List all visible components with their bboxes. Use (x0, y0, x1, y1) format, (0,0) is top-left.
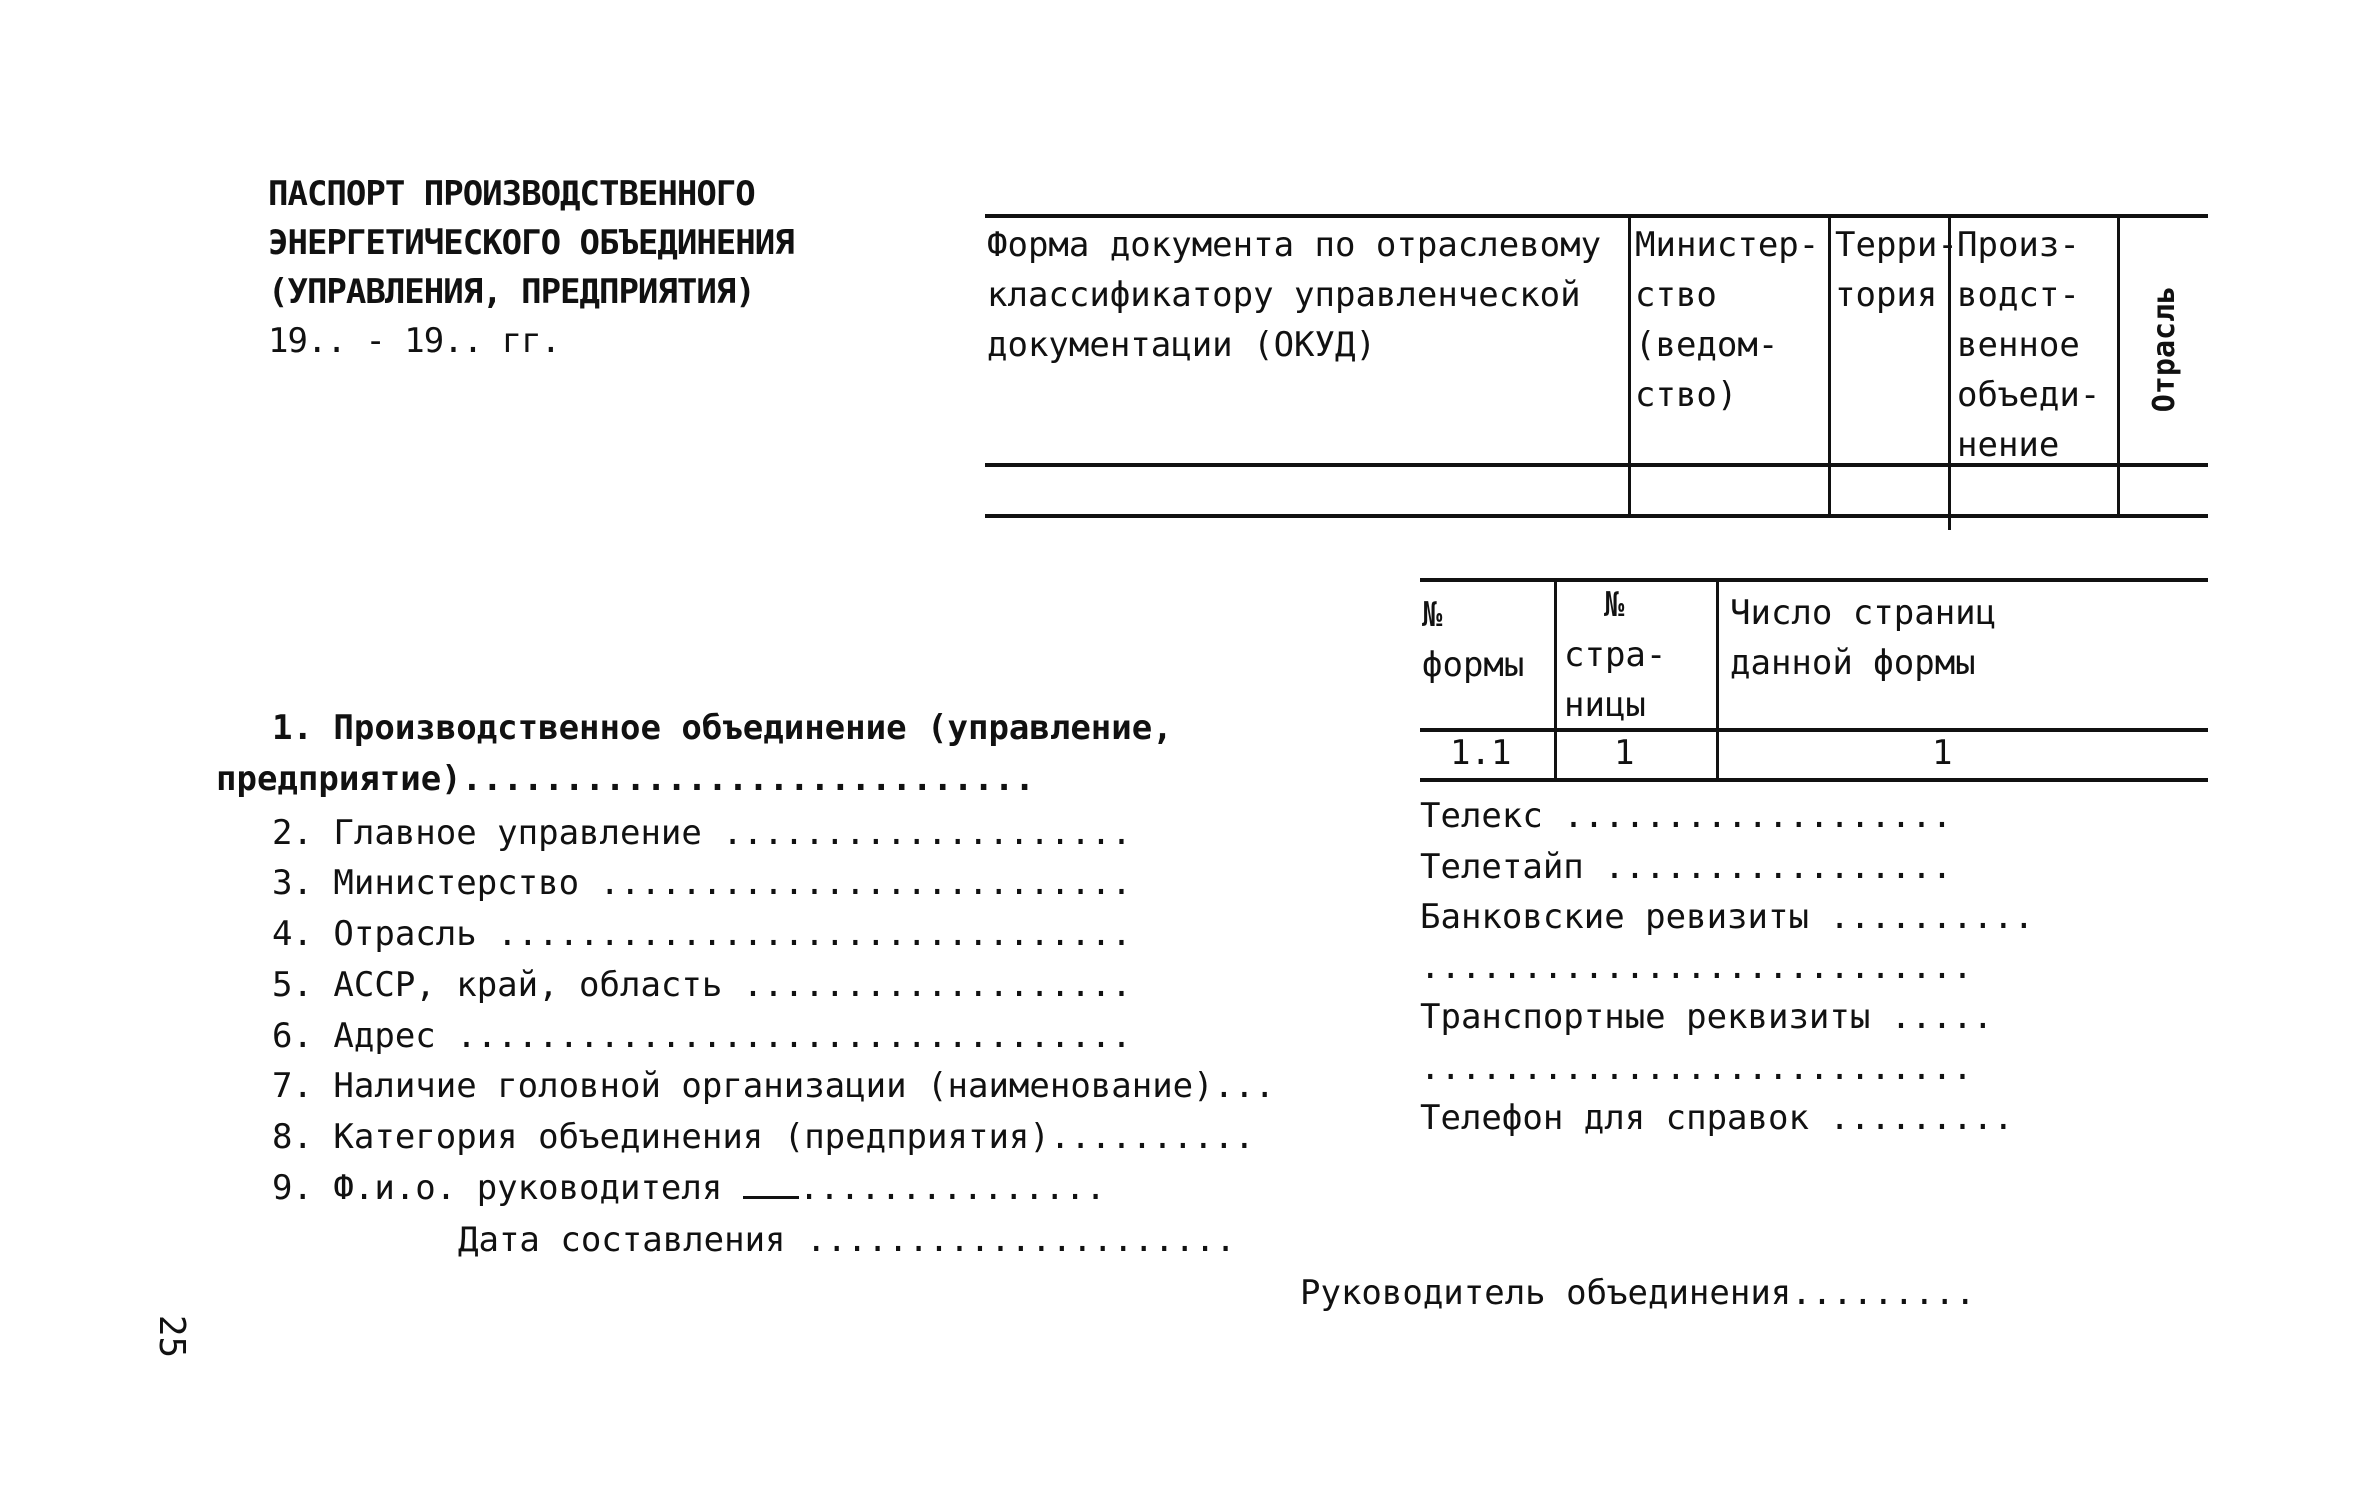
page-number-value: 1 (1614, 733, 1635, 773)
item-3-ministry: 3. Министерство .......................... (272, 863, 1132, 903)
okud-divider-1 (1628, 218, 1631, 514)
item-1-line-b: предприятие)............................ (216, 759, 1035, 799)
okud-table (985, 214, 2208, 520)
okud-branch-label: Отрасль (2147, 285, 2182, 413)
page-number-header: № стра- ницы (1564, 585, 1667, 725)
item-5-region: 5. АССР, край, область ................... (272, 965, 1132, 1005)
inquiry-phone-field: Телефон для справок ......... (1420, 1098, 2014, 1138)
form-number-header: № формы (1422, 595, 1525, 685)
form-table-divider-1 (1554, 582, 1557, 778)
teletype-field: Телетайп ................. (1420, 847, 1953, 887)
item-8-category: 8. Категория объединения (предприятия).......... (272, 1117, 1255, 1157)
okud-divider-4 (2117, 218, 2120, 514)
okud-form-label: Форма документа по отраслевому классификатору управленческой документации (ОКУД) (987, 225, 1602, 365)
okud-divider-2 (1828, 218, 1831, 514)
form-table-top-rule (1420, 578, 2208, 582)
page-count-header: Число страниц данной формы (1730, 593, 1997, 683)
association-head-signature: Руководитель объединения......... (1300, 1273, 1976, 1313)
item-9-director-name: 9. Ф.и.о. руководителя ............... (272, 1168, 1106, 1208)
form-table-mid-rule (1420, 728, 2208, 732)
form-table-bottom-rule (1420, 778, 2208, 782)
item-2-main-department: 2. Главное управление .................... (272, 813, 1132, 853)
okud-territory-label: Терри- тория (1835, 225, 1958, 315)
okud-ministry-label: Министер- ство (ведом- ство) (1635, 225, 1820, 415)
director-name-blank (743, 1166, 799, 1199)
header-line-3: (УПРАВЛЕНИЯ, ПРЕДПРИЯТИЯ) (268, 272, 755, 312)
page-count-value: 1 (1932, 733, 1953, 773)
bank-details-field: Банковские ревизиты .......... (1420, 897, 2035, 937)
header-line-1: ПАСПОРТ ПРОИЗВОДСТВЕННОГО (268, 174, 755, 214)
form-number-value: 1.1 (1450, 733, 1512, 773)
bank-details-dots: ........................... (1420, 947, 1973, 987)
page-number: 25 (151, 1314, 193, 1359)
telex-field: Телекс ................... (1420, 796, 1953, 836)
form-table-divider-2 (1716, 582, 1719, 778)
header-years: 19.. - 19.. гг. (268, 321, 561, 361)
transport-details-dots: ........................... (1420, 1048, 1973, 1088)
form-number-table (1420, 578, 2208, 784)
compilation-date: Дата составления ..................... (458, 1220, 1236, 1260)
item-1-line-a: 1. Производственное объединение (управление, (272, 708, 1173, 748)
okud-top-rule (985, 214, 2208, 218)
header-line-2: ЭНЕРГЕТИЧЕСКОГО ОБЪЕДИНЕНИЯ (268, 223, 794, 263)
transport-details-field: Транспортные реквизиты ..... (1420, 997, 1994, 1037)
item-4-branch: 4. Отрасль ............................... (272, 914, 1132, 954)
document-header (268, 170, 794, 366)
okud-bottom-rule (985, 514, 2208, 518)
okud-association-label: Произ- водст- венное объеди- нение (1957, 225, 2101, 465)
item-7-head-organization: 7. Наличие головной организации (наименование)... (272, 1066, 1276, 1106)
item-6-address: 6. Адрес ................................. (272, 1016, 1132, 1056)
